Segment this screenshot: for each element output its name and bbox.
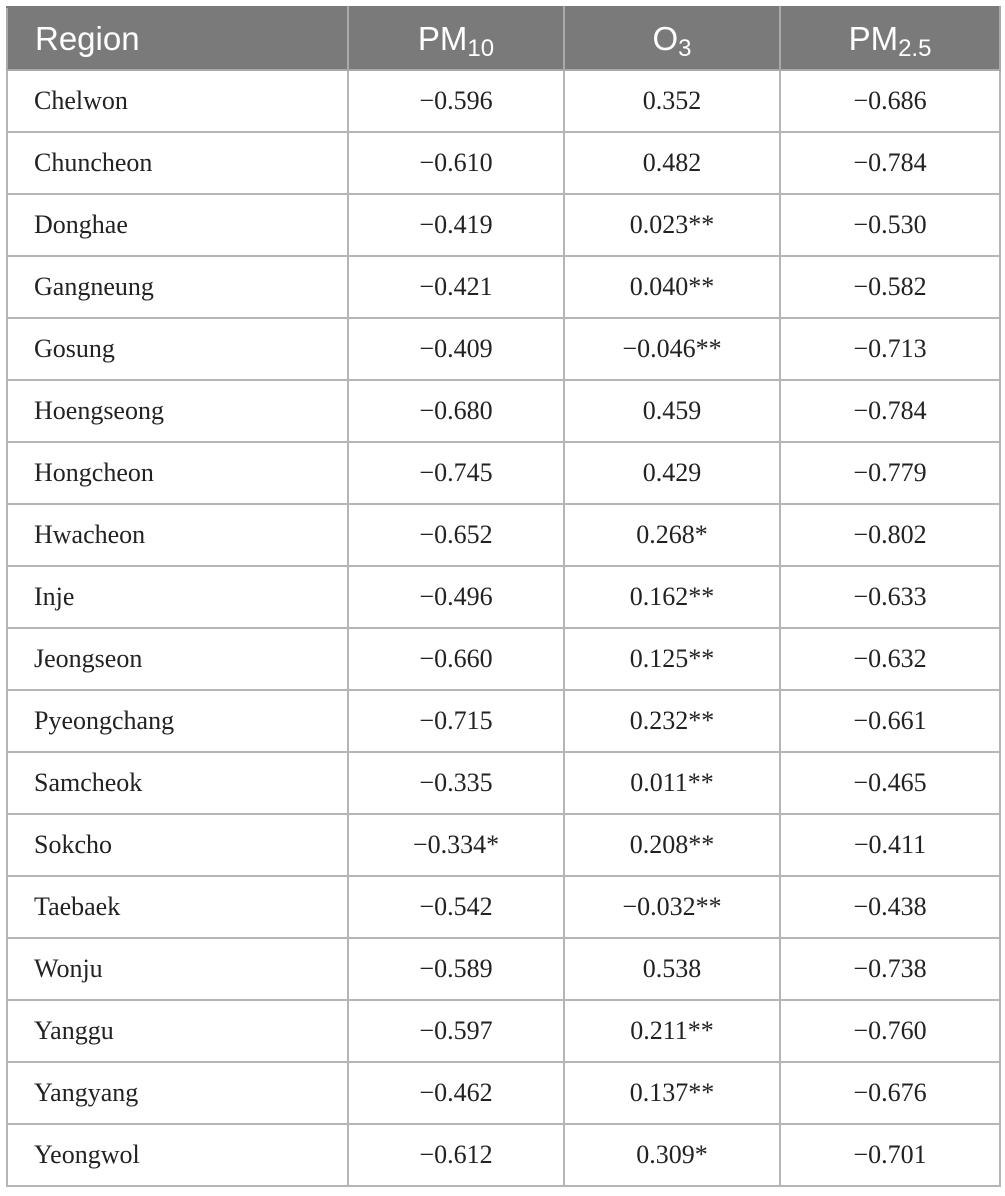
table-row	[7, 876, 1000, 938]
table-row	[7, 318, 1000, 380]
cell-pm25: −0.530	[780, 194, 1000, 256]
cell-o3: 0.125**	[564, 628, 780, 690]
cell-pm10: −0.462	[348, 1062, 564, 1124]
cell-o3: 0.268*	[564, 504, 780, 566]
cell-pm10: −0.715	[348, 690, 564, 752]
cell-pm25: −0.633	[780, 566, 1000, 628]
cell-pm10: −0.596	[348, 70, 564, 132]
cell-region: Chelwon	[7, 70, 348, 132]
table-row	[7, 442, 1000, 504]
cell-pm10: −0.589	[348, 938, 564, 1000]
cell-region: Chuncheon	[7, 132, 348, 194]
cell-o3: 0.162**	[564, 566, 780, 628]
table-row	[7, 1062, 1000, 1124]
cell-pm25: −0.802	[780, 504, 1000, 566]
cell-pm25: −0.760	[780, 1000, 1000, 1062]
table-row	[7, 938, 1000, 1000]
cell-o3: 0.352	[564, 70, 780, 132]
cell-pm25: −0.738	[780, 938, 1000, 1000]
cell-pm25: −0.632	[780, 628, 1000, 690]
cell-o3: 0.023**	[564, 194, 780, 256]
cell-o3: −0.032**	[564, 876, 780, 938]
cell-o3: 0.211**	[564, 1000, 780, 1062]
header-row	[7, 7, 1000, 70]
cell-o3: 0.538	[564, 938, 780, 1000]
table-row	[7, 504, 1000, 566]
cell-pm25: −0.701	[780, 1124, 1000, 1186]
cell-region: Inje	[7, 566, 348, 628]
cell-pm25: −0.676	[780, 1062, 1000, 1124]
cell-o3: 0.482	[564, 132, 780, 194]
cell-pm10: −0.409	[348, 318, 564, 380]
cell-pm10: −0.597	[348, 1000, 564, 1062]
table-body	[7, 70, 1000, 1186]
correlation-table	[6, 6, 1001, 1187]
cell-region: Donghae	[7, 194, 348, 256]
cell-region: Hongcheon	[7, 442, 348, 504]
cell-region: Gangneung	[7, 256, 348, 318]
table-row	[7, 752, 1000, 814]
cell-pm10: −0.335	[348, 752, 564, 814]
cell-pm10: −0.660	[348, 628, 564, 690]
cell-region: Yangyang	[7, 1062, 348, 1124]
cell-pm10: −0.745	[348, 442, 564, 504]
cell-pm10: −0.421	[348, 256, 564, 318]
cell-pm25: −0.784	[780, 132, 1000, 194]
cell-pm25: −0.779	[780, 442, 1000, 504]
cell-pm25: −0.411	[780, 814, 1000, 876]
header-region: Region	[7, 7, 348, 70]
cell-pm10: −0.680	[348, 380, 564, 442]
cell-pm25: −0.438	[780, 876, 1000, 938]
table-row	[7, 194, 1000, 256]
table-row	[7, 814, 1000, 876]
cell-pm25: −0.686	[780, 70, 1000, 132]
cell-o3: 0.011**	[564, 752, 780, 814]
cell-o3: 0.459	[564, 380, 780, 442]
cell-pm10: −0.610	[348, 132, 564, 194]
cell-pm10: −0.334*	[348, 814, 564, 876]
cell-region: Gosung	[7, 318, 348, 380]
cell-o3: 0.208**	[564, 814, 780, 876]
cell-region: Pyeongchang	[7, 690, 348, 752]
table-row	[7, 628, 1000, 690]
table-row	[7, 256, 1000, 318]
cell-o3: 0.137**	[564, 1062, 780, 1124]
cell-o3: 0.309*	[564, 1124, 780, 1186]
cell-pm25: −0.582	[780, 256, 1000, 318]
cell-region: Sokcho	[7, 814, 348, 876]
header-o3: $O_3$	[564, 7, 780, 70]
table-row	[7, 1000, 1000, 1062]
cell-pm25: −0.661	[780, 690, 1000, 752]
cell-pm10: −0.652	[348, 504, 564, 566]
cell-pm10: −0.419	[348, 194, 564, 256]
cell-o3: 0.232**	[564, 690, 780, 752]
cell-pm25: −0.465	[780, 752, 1000, 814]
cell-o3: −0.046**	[564, 318, 780, 380]
cell-region: Jeongseon	[7, 628, 348, 690]
cell-region: Yanggu	[7, 1000, 348, 1062]
correlation-table-container	[6, 6, 999, 1187]
table-row	[7, 566, 1000, 628]
cell-pm25: −0.713	[780, 318, 1000, 380]
cell-region: Samcheok	[7, 752, 348, 814]
cell-pm10: −0.612	[348, 1124, 564, 1186]
table-row	[7, 132, 1000, 194]
header-pm10: $PM_{10}$	[348, 7, 564, 70]
table-row	[7, 70, 1000, 132]
cell-o3: 0.429	[564, 442, 780, 504]
cell-pm10: −0.496	[348, 566, 564, 628]
cell-o3: 0.040**	[564, 256, 780, 318]
header-pm25: $PM_{2.5}$	[780, 7, 1000, 70]
table-row	[7, 690, 1000, 752]
cell-region: Taebaek	[7, 876, 348, 938]
table-row	[7, 1124, 1000, 1186]
cell-pm25: −0.784	[780, 380, 1000, 442]
cell-pm10: −0.542	[348, 876, 564, 938]
table-row	[7, 380, 1000, 442]
cell-region: Wonju	[7, 938, 348, 1000]
cell-region: Hoengseong	[7, 380, 348, 442]
cell-region: Yeongwol	[7, 1124, 348, 1186]
cell-region: Hwacheon	[7, 504, 348, 566]
